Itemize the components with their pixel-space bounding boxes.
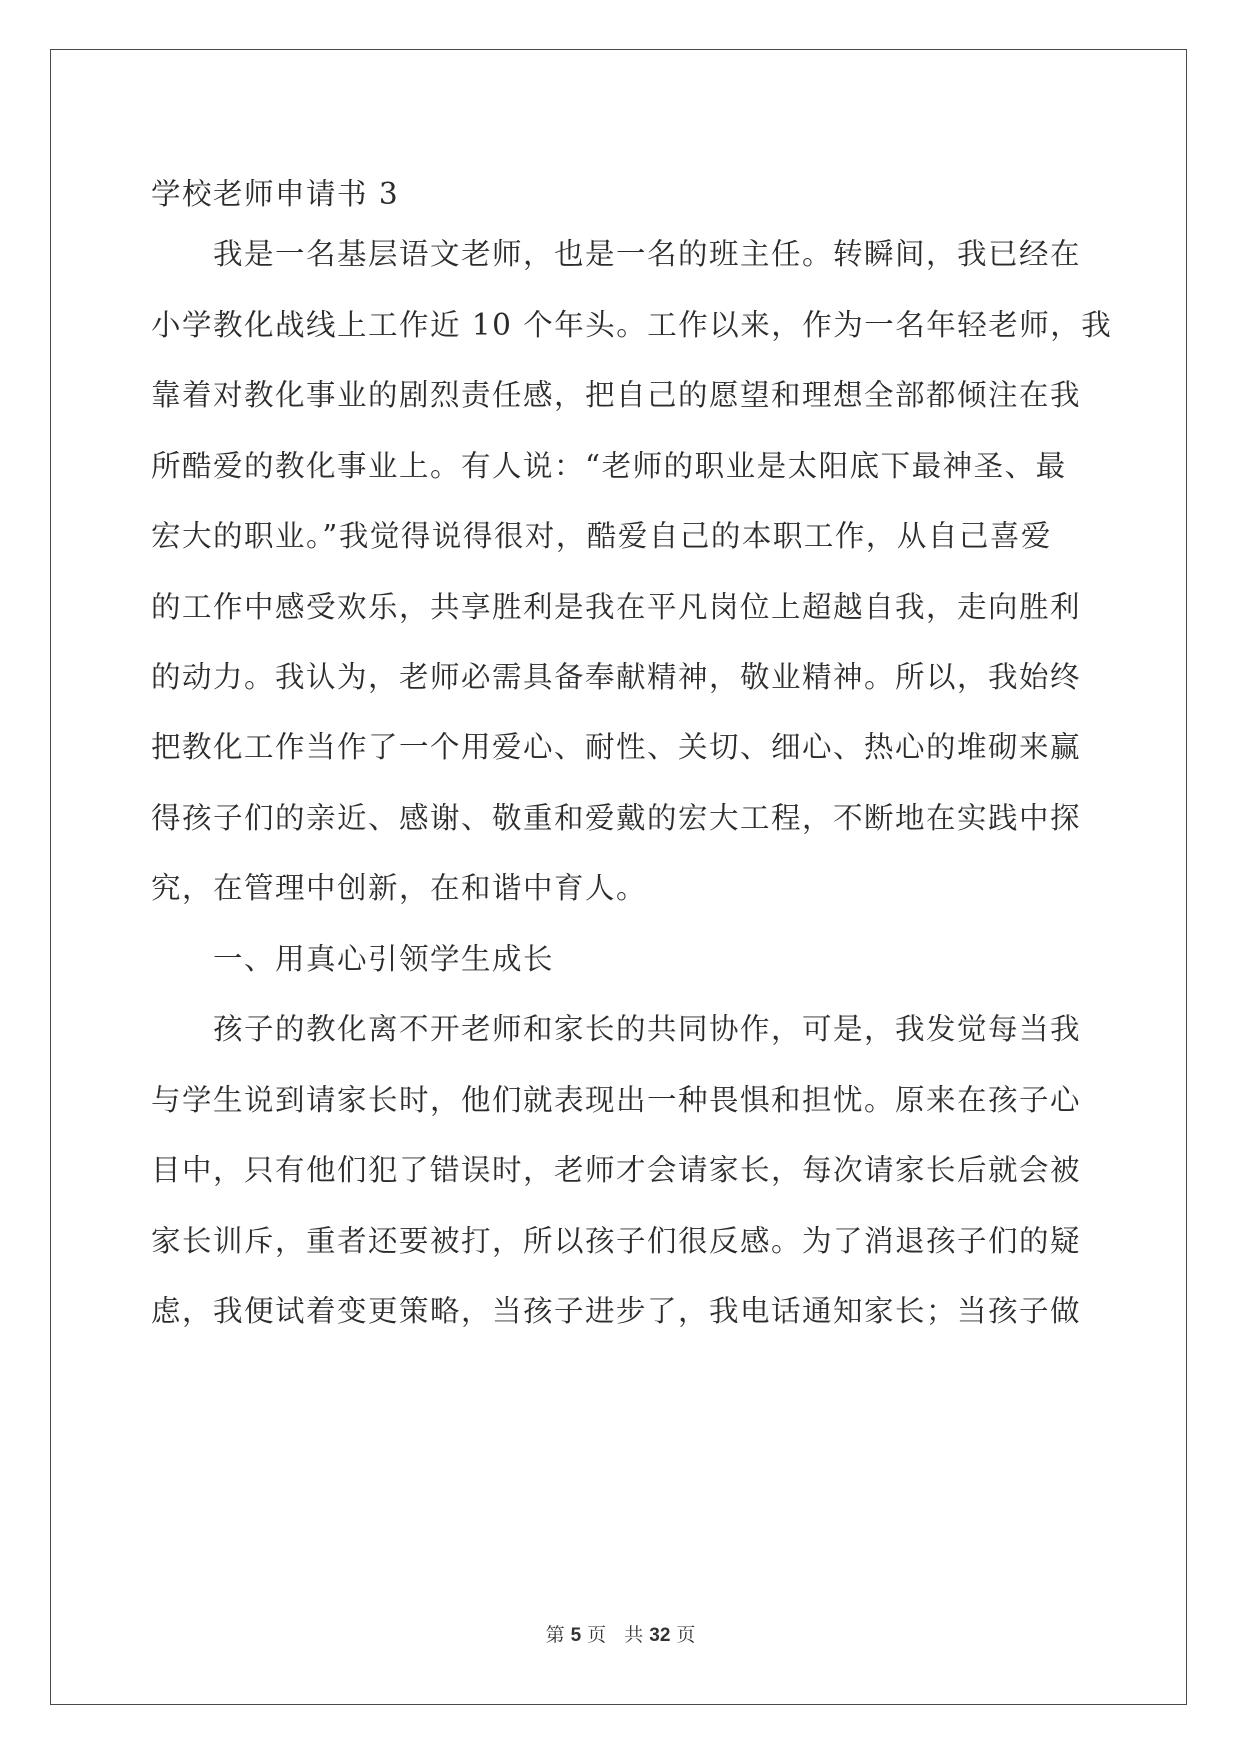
- paragraph-line: 靠着对教化事业的剧烈责任感，把自己的愿望和理想全部都倾注在我: [151, 378, 1082, 412]
- paragraph-line: 得孩子们的亲近、感谢、敬重和爱戴的宏大工程，不断地在实践中探: [151, 801, 1082, 835]
- document-title: 学校老师申请书 3: [151, 177, 400, 211]
- paragraph-line: 孩子的教化离不开老师和家长的共同协作，可是，我发觉每当我: [213, 1012, 1082, 1046]
- page-suffix: 页: [587, 1624, 607, 1646]
- paragraph-line: 我是一名基层语文老师，也是一名的班主任。转瞬间，我已经在: [213, 237, 1082, 271]
- paragraph-line: 家长训斥，重者还要被打，所以孩子们很反感。为了消退孩子们的疑: [151, 1224, 1082, 1258]
- total-indicator: [621, 1624, 698, 1646]
- paragraph-line: 目中，只有他们犯了错误时，老师才会请家长，每次请家长后就会被: [151, 1153, 1082, 1187]
- paragraph-line: 宏大的职业。”我觉得说得很对，酷爱自己的本职工作，从自己喜爱: [151, 519, 1052, 553]
- page-footer: [0, 1620, 1241, 1647]
- total-prefix: 共: [624, 1624, 644, 1646]
- page-indicator: [543, 1624, 610, 1646]
- paragraph-line: 的动力。我认为，老师必需具备奉献精神，敬业精神。所以，我始终: [151, 660, 1082, 694]
- paragraph-line: 小学教化战线上工作近 10 个年头。工作以来，作为一名年轻老师，我: [151, 308, 1113, 342]
- paragraph-line: 的工作中感受欢乐，共享胜利是我在平凡岗位上超越自我，走向胜利: [151, 590, 1082, 624]
- paragraph-line: 与学生说到请家长时，他们就表现出一种畏惧和担忧。原来在孩子心: [151, 1083, 1082, 1117]
- paragraph-line: 把教化工作当作了一个用爱心、耐性、关切、细心、热心的堆砌来赢: [151, 730, 1082, 764]
- paragraph-line: 究，在管理中创新，在和谐中育人。: [151, 871, 648, 905]
- page-number: 5: [570, 1625, 582, 1646]
- total-pages: 32: [649, 1625, 671, 1646]
- paragraph-line: 虑，我便试着变更策略，当孩子进步了，我电话通知家长；当孩子做: [151, 1294, 1082, 1328]
- paragraph-line: 所酷爱的教化事业上。有人说：“老师的职业是太阳底下最神圣、最: [151, 449, 1067, 483]
- section-heading: 一、用真心引领学生成长: [213, 942, 555, 976]
- page-prefix: 第: [545, 1624, 565, 1646]
- total-suffix: 页: [676, 1624, 696, 1646]
